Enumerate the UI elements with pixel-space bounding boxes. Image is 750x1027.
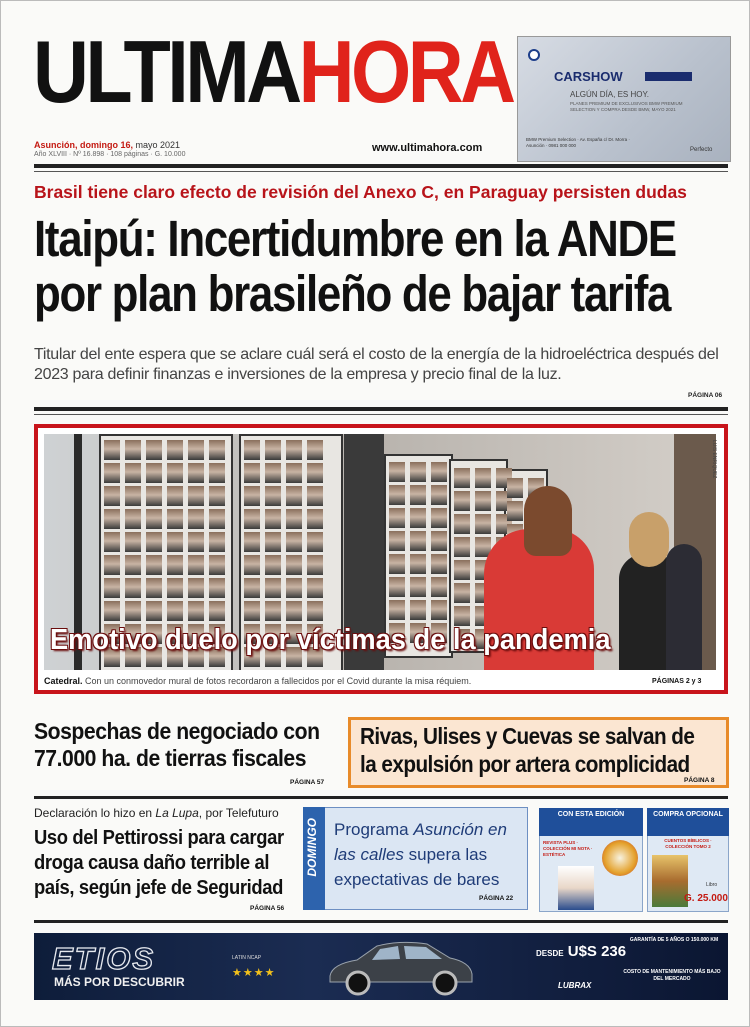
victim-portrait: [146, 555, 162, 575]
victim-portrait: [104, 440, 120, 460]
lead-headline-line2: por plan brasileño de bajar tarifa: [34, 265, 671, 322]
victim-portrait: [454, 560, 470, 580]
woman-hair: [524, 486, 572, 556]
victim-portrait: [265, 440, 281, 460]
victim-portrait: [167, 532, 183, 552]
victim-portrait: [307, 532, 323, 552]
ad-slogan: MÁS POR DESCUBRIR: [54, 975, 185, 989]
victim-portrait: [431, 577, 447, 597]
photo-credit: LUIS ENRIQUEZ: [711, 440, 717, 479]
victim-portrait: [167, 463, 183, 483]
ad-mantenimiento: COSTO DE MANTENIMIENTO MÁS BAJO DEL MERCADO: [623, 969, 721, 982]
masthead-rule-thin: [34, 171, 728, 172]
victim-portrait: [307, 578, 323, 598]
lead-rule: [34, 407, 728, 411]
victim-portrait: [146, 509, 162, 529]
victim-portrait: [431, 554, 447, 574]
victim-portrait: [410, 531, 426, 551]
victim-portrait: [265, 555, 281, 575]
victim-portrait: [431, 508, 447, 528]
victim-portrait: [307, 509, 323, 529]
victim-portrait: [286, 486, 302, 506]
victim-portrait: [410, 554, 426, 574]
victim-portrait: [431, 531, 447, 551]
victim-portrait: [209, 601, 225, 621]
newspaper-logo[interactable]: [33, 22, 513, 121]
story-headline-line: la expulsión por artera complicidad: [360, 751, 690, 777]
story-tierras-fiscales[interactable]: [34, 718, 320, 772]
victim-portrait: [286, 463, 302, 483]
magazine-cover-icon: [558, 866, 594, 910]
victim-portrait: [454, 468, 470, 488]
victim-portrait: [307, 440, 323, 460]
promo-items: CUENTOS BÍBLICOS · COLECCIÓN TOMO 2: [664, 838, 712, 849]
site-url[interactable]: www.ultimahora.com: [372, 142, 483, 154]
victim-portrait: [167, 486, 183, 506]
victim-portrait: [146, 578, 162, 598]
lead-headline[interactable]: [34, 210, 676, 322]
victim-portrait: [104, 601, 120, 621]
victim-portrait: [265, 578, 281, 598]
ad-small-text: PLANES PREMIUM DE EXCLUSIVOS BMW PREMIUM SELECTION Y COMPRA DESDE BMW, MAYO 2021: [570, 101, 683, 112]
victim-portrait: [125, 532, 141, 552]
victim-portrait: [104, 578, 120, 598]
top-advertisement[interactable]: [517, 36, 731, 162]
victim-portrait: [244, 509, 260, 529]
victim-portrait: [188, 463, 204, 483]
headline-italic: Asunción en: [413, 820, 507, 839]
ad-ncap-stars: ★★★★: [232, 967, 276, 979]
victim-portrait: [507, 478, 523, 498]
stories-rule: [34, 796, 728, 799]
woman-blonde-hair: [629, 512, 669, 567]
victim-portrait: [188, 509, 204, 529]
victim-portrait: [244, 486, 260, 506]
victim-portrait: [167, 555, 183, 575]
story-asuncion-calles[interactable]: [334, 817, 507, 892]
victim-portrait: [307, 486, 323, 506]
victim-portrait: [475, 514, 491, 534]
victim-portrait: [146, 440, 162, 460]
car-icon: [322, 936, 477, 998]
victim-portrait: [167, 601, 183, 621]
victim-portrait: [209, 463, 225, 483]
lead-page-ref: PÁGINA 06: [688, 392, 723, 399]
footer-rule: [34, 920, 728, 923]
story-headline-line: [334, 817, 507, 842]
story-headline-line: 77.000 ha. de tierras fiscales: [34, 745, 307, 771]
victim-portrait: [209, 509, 225, 529]
victim-portrait: [410, 600, 426, 620]
victim-portrait: [125, 555, 141, 575]
story-expulsion[interactable]: [360, 722, 694, 778]
victim-portrait: [307, 463, 323, 483]
person-background: [666, 544, 702, 670]
victim-portrait: [410, 462, 426, 482]
victim-portrait: [244, 555, 260, 575]
victim-portrait: [454, 537, 470, 557]
victim-portrait: [188, 601, 204, 621]
victim-portrait: [389, 485, 405, 505]
story-headline-line: expectativas de bares: [334, 870, 500, 889]
edition-meta: Año XLVIII · Nº 16.898 · 108 páginas · G. 10.000: [34, 151, 186, 158]
victim-portrait: [188, 440, 204, 460]
victim-portrait: [188, 555, 204, 575]
bmw-logo-icon: [528, 49, 540, 61]
ad-lubrax: LUBRAX: [558, 981, 592, 990]
victim-portrait: [431, 600, 447, 620]
story-page-ref: PÁGINA 56: [250, 905, 285, 912]
lead-rule-thin: [34, 414, 728, 415]
victim-portrait: [104, 509, 120, 529]
promo-header-label: COMPRA OPCIONAL: [653, 811, 723, 818]
victim-portrait: [104, 486, 120, 506]
victim-portrait: [244, 601, 260, 621]
victim-portrait: [410, 508, 426, 528]
victim-portrait: [104, 555, 120, 575]
story-headline-line: Uso del Pettirossi para cargar: [34, 827, 284, 849]
victim-portrait: [507, 501, 523, 521]
victim-portrait: [209, 532, 225, 552]
victim-portrait: [265, 532, 281, 552]
victim-portrait: [167, 509, 183, 529]
victim-portrait: [265, 601, 281, 621]
story-page-ref: PÁGINA 22: [479, 895, 514, 902]
edition-date-rest: mayo 2021: [133, 140, 181, 150]
victim-portrait: [389, 577, 405, 597]
victim-portrait: [188, 578, 204, 598]
story-kicker-lupa: [34, 806, 279, 820]
victim-portrait: [286, 578, 302, 598]
promo-price: G. 25.000: [684, 893, 728, 904]
photo-caption-text: Con un conmovedor mural de fotos recordaron a fallecidos por el Covid durante la misa réquiem.: [82, 676, 472, 686]
ad-model-name: ETIOS: [52, 941, 156, 976]
victim-portrait: [188, 486, 204, 506]
story-headline-line: droga causa daño terrible al: [34, 852, 270, 874]
victim-portrait: [389, 600, 405, 620]
victim-portrait: [104, 463, 120, 483]
ad-price-prefix: DESDE: [536, 949, 564, 958]
victim-portrait: [125, 601, 141, 621]
victim-portrait: [286, 555, 302, 575]
ad-ncap-label: LATIN NCAP: [232, 955, 262, 961]
victim-portrait: [125, 578, 141, 598]
ad-brand-bar: [645, 72, 692, 81]
victim-portrait: [104, 532, 120, 552]
victim-portrait: [286, 440, 302, 460]
victim-portrait: [209, 555, 225, 575]
victim-portrait: [125, 509, 141, 529]
victim-portrait: [146, 532, 162, 552]
photo-caption: [44, 676, 471, 686]
victim-portrait: [286, 532, 302, 552]
kicker-text: Declaración lo hizo en: [34, 806, 156, 820]
promo-header-label: CON ESTA EDICIÓN: [557, 811, 625, 818]
victim-portrait: [209, 578, 225, 598]
victim-portrait: [244, 440, 260, 460]
edition-date-main: Asunción, domingo 16,: [34, 140, 134, 150]
photo-caption-label: Catedral.: [44, 676, 83, 686]
victim-portrait: [431, 462, 447, 482]
lead-subhead: Titular del ente espera que se aclare cuál será el costo de la energía de la hidroeléctrica después del 2023 para definir finanzas e inversiones de la empresa y precio final de la luz.: [34, 346, 719, 383]
victim-portrait: [188, 532, 204, 552]
victim-portrait: [475, 468, 491, 488]
victim-portrait: [431, 485, 447, 505]
victim-portrait: [389, 531, 405, 551]
headline-italic: las calles: [334, 845, 404, 864]
ad-footer-text: BMW Premium Selection · Av. España c/ Dr. Morra · Asunción · 0981 000 000: [526, 137, 630, 148]
victim-portrait: [389, 508, 405, 528]
story-page-ref: PÁGINA 8: [684, 777, 715, 784]
kicker-text: , por Telefuturo: [198, 806, 279, 820]
ad-tagline: ALGÚN DÍA, ES HOY.: [570, 90, 649, 99]
victim-portrait: [244, 532, 260, 552]
lead-kicker[interactable]: Brasil tiene claro efecto de revisión del Anexo C, en Paraguay persisten dudas: [34, 182, 687, 202]
victim-portrait: [265, 486, 281, 506]
logo-hora: HORA: [298, 22, 513, 121]
victim-portrait: [167, 578, 183, 598]
victim-portrait: [454, 583, 470, 603]
victim-portrait: [307, 555, 323, 575]
victim-portrait: [146, 486, 162, 506]
victim-portrait: [410, 577, 426, 597]
victim-portrait: [454, 491, 470, 511]
victim-portrait: [146, 601, 162, 621]
ad-perf-text: Perfecto: [690, 147, 713, 153]
victim-portrait: [244, 578, 260, 598]
story-headline-line: Sospechas de negociado con: [34, 718, 320, 744]
victim-portrait: [244, 463, 260, 483]
victim-portrait: [307, 601, 323, 621]
headline-text: supera las: [403, 845, 488, 864]
victim-portrait: [209, 486, 225, 506]
edition-date: [34, 140, 180, 150]
story-pettirossi[interactable]: [34, 826, 284, 901]
logo-ultima: ULTIMA: [33, 22, 299, 121]
victim-portrait: [125, 463, 141, 483]
victim-portrait: [454, 606, 470, 626]
masthead-rule: [34, 164, 728, 168]
victim-portrait: [265, 463, 281, 483]
victim-portrait: [167, 440, 183, 460]
victim-portrait: [125, 440, 141, 460]
cookbook-cover-icon: [602, 840, 638, 876]
story-headline-line: Rivas, Ulises y Cuevas se salvan de: [360, 723, 695, 749]
victim-portrait: [475, 491, 491, 511]
victim-portrait: [125, 486, 141, 506]
victim-portrait: [454, 514, 470, 534]
kicker-italic: La Lupa: [155, 806, 199, 820]
victim-portrait: [410, 485, 426, 505]
victim-portrait: [146, 463, 162, 483]
photo-page-ref: PÁGINAS 2 y 3: [652, 678, 702, 685]
promo-price-label: Libro: [706, 882, 718, 888]
victim-portrait: [209, 440, 225, 460]
promo-items: REVISTA PLUS · COLECCIÓN MI NOTA · ESTÉTICA: [543, 840, 593, 857]
ad-price: [536, 943, 626, 960]
ad-brand: CARSHOW: [554, 69, 623, 84]
story-page-ref: PÁGINA 57: [290, 779, 325, 786]
domingo-tab-label: DOMINGO: [305, 818, 319, 877]
story-headline-line: país, según jefe de Seguridad: [34, 877, 284, 899]
photo-title[interactable]: Emotivo duelo por víctimas de la pandemia: [50, 624, 611, 656]
victim-portrait: [265, 509, 281, 529]
lead-headline-line1: Itaipú: Incertidumbre en la ANDE: [34, 210, 676, 267]
ad-price-value: U$S 236: [567, 943, 627, 960]
victim-portrait: [389, 554, 405, 574]
ad-garantia: GARANTÍA DE 5 AÑOS O 150.000 KM: [629, 937, 719, 943]
victim-portrait: [286, 509, 302, 529]
victim-portrait: [389, 462, 405, 482]
headline-text: Programa: [334, 820, 414, 839]
victim-portrait: [286, 601, 302, 621]
story-headline-line: [334, 842, 507, 867]
book-cover-icon: [652, 855, 688, 907]
